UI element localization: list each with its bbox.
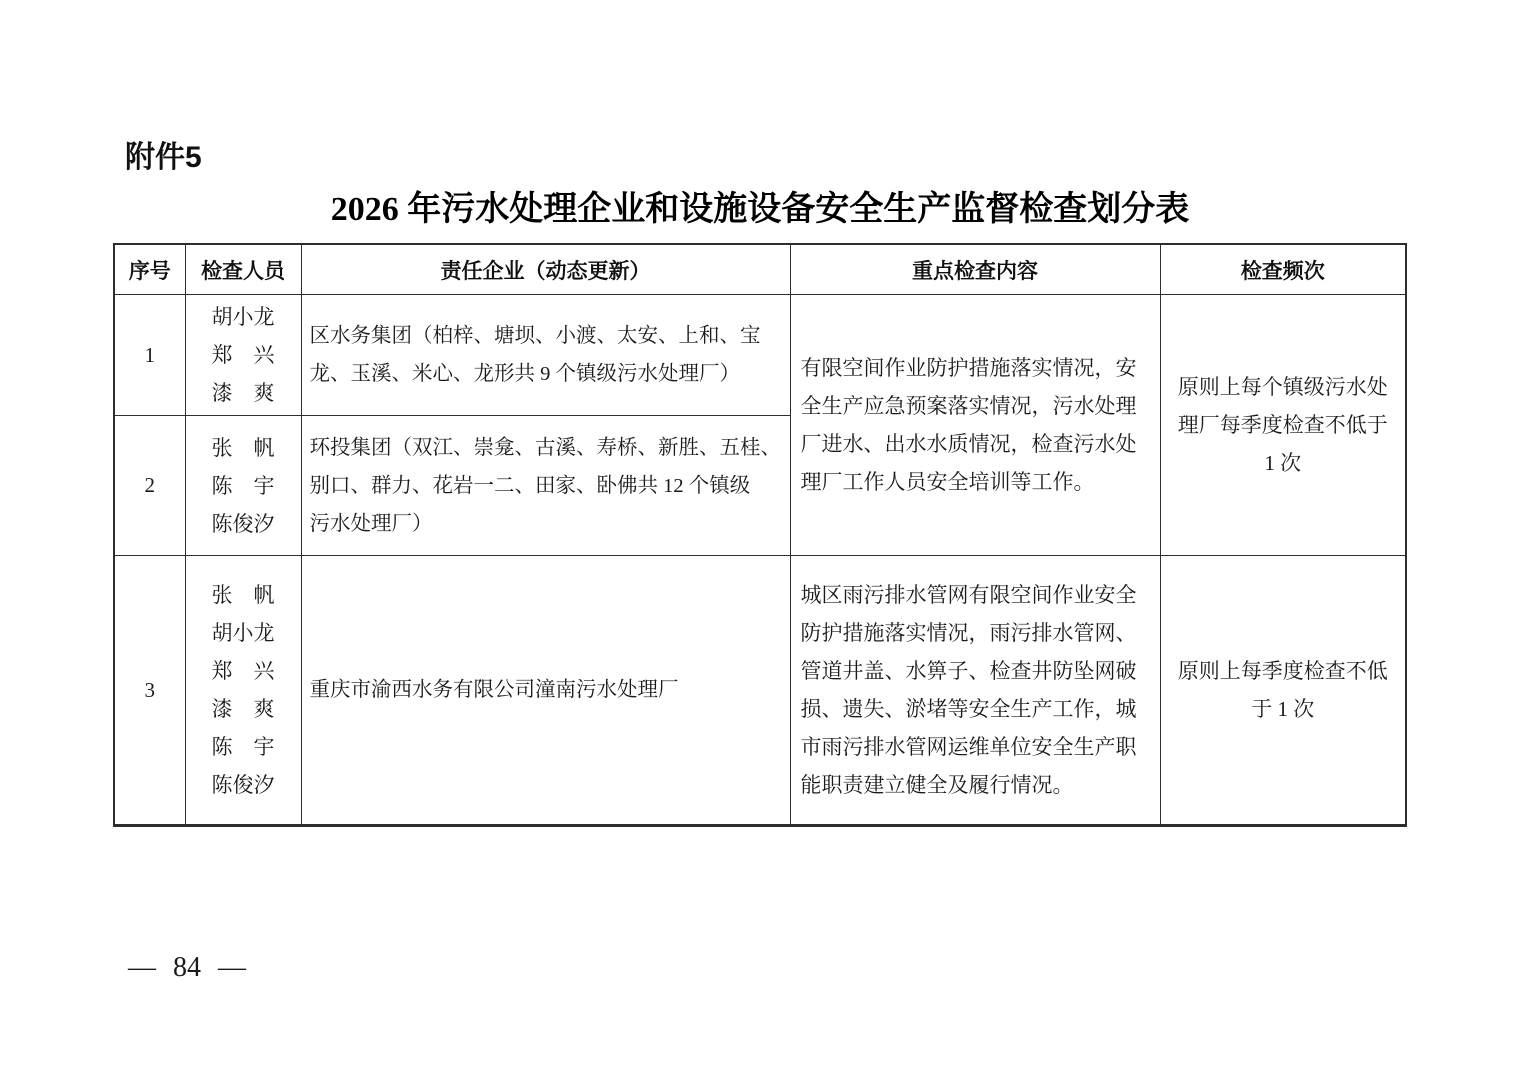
- frequency-cell: [1160, 295, 1406, 556]
- serial-number-cell: 2: [114, 416, 185, 556]
- inspectors-cell: [185, 416, 301, 556]
- serial-number-cell: 1: [114, 295, 185, 416]
- enterprise-cell: [301, 416, 790, 556]
- page-number: — 84 —: [128, 952, 246, 983]
- header-responsible-enterprise: 责任企业（动态更新）: [301, 244, 790, 295]
- header-frequency: 检查频次: [1160, 244, 1406, 295]
- inspector-name: 陈俊汐: [211, 773, 275, 797]
- attachment-label: 附件5: [125, 141, 202, 174]
- serial-number-cell: 3: [114, 556, 185, 826]
- header-serial-number: 序号: [114, 244, 185, 295]
- inspection-division-table: [113, 243, 1407, 827]
- key-content-text: 城区雨污排水管网有限空间作业安全 防护措施落实情况，雨污排水管网、 管道井盖、水箅子、检查井防坠网破 损、遗失、淤堵等安全生产工作，城 市雨污排水管网运维单位安全生产职 能职责建立健全及履行情况。: [800, 583, 1137, 797]
- enterprise-text: 区水务集团（柏梓、塘坝、小渡、太安、上和、宝 龙、玉溪、米心、龙形共 9 个镇级污水处理厂）: [309, 325, 761, 385]
- page-title: 2026 年污水处理企业和设施设备安全生产监督检查划分表: [330, 191, 1190, 228]
- table-row: [114, 295, 1406, 416]
- key-content-cell: [790, 295, 1160, 556]
- enterprise-text: 环投集团（双江、崇龛、古溪、寿桥、新胜、五桂、 别口、群力、花岩一二、田家、卧佛共 12 个镇级 污水处理厂）: [309, 436, 781, 535]
- inspector-name: 陈俊汐: [211, 511, 275, 536]
- frequency-cell: [1160, 556, 1406, 826]
- table-row: [114, 556, 1406, 826]
- inspectors-cell: [185, 295, 301, 416]
- inspector-name: 胡小龙: [211, 621, 275, 645]
- header-key-content: 重点检查内容: [790, 244, 1160, 295]
- table-header-row: [114, 244, 1406, 295]
- inspector-name: 陈 宇: [211, 735, 275, 759]
- frequency-text: 原则上每季度检查不低 于 1 次: [1177, 659, 1388, 721]
- key-content-cell: [790, 556, 1160, 826]
- key-content-text: 有限空间作业防护措施落实情况，安 全生产应急预案落实情况，污水处理 厂进水、出水水质情况，检查污水处 理厂工作人员安全培训等工作。: [800, 356, 1137, 494]
- inspector-name: 张 帆: [211, 435, 275, 460]
- inspector-name: 陈 宇: [211, 473, 275, 498]
- inspector-name: 郑 兴: [211, 659, 275, 683]
- header-inspectors: 检查人员: [185, 244, 301, 295]
- enterprise-text: 重庆市渝西水务有限公司潼南污水处理厂: [309, 679, 679, 701]
- inspector-name: 张 帆: [211, 583, 275, 607]
- inspector-name: 漆 爽: [211, 697, 275, 721]
- enterprise-cell: [301, 556, 790, 826]
- inspector-name: 郑 兴: [211, 343, 275, 367]
- inspector-name: 胡小龙: [211, 305, 275, 329]
- inspector-name: 漆 爽: [211, 381, 275, 405]
- frequency-text: 原则上每个镇级污水处 理厂每季度检查不低于 1 次: [1177, 375, 1388, 475]
- inspectors-cell: [185, 556, 301, 826]
- enterprise-cell: [301, 295, 790, 416]
